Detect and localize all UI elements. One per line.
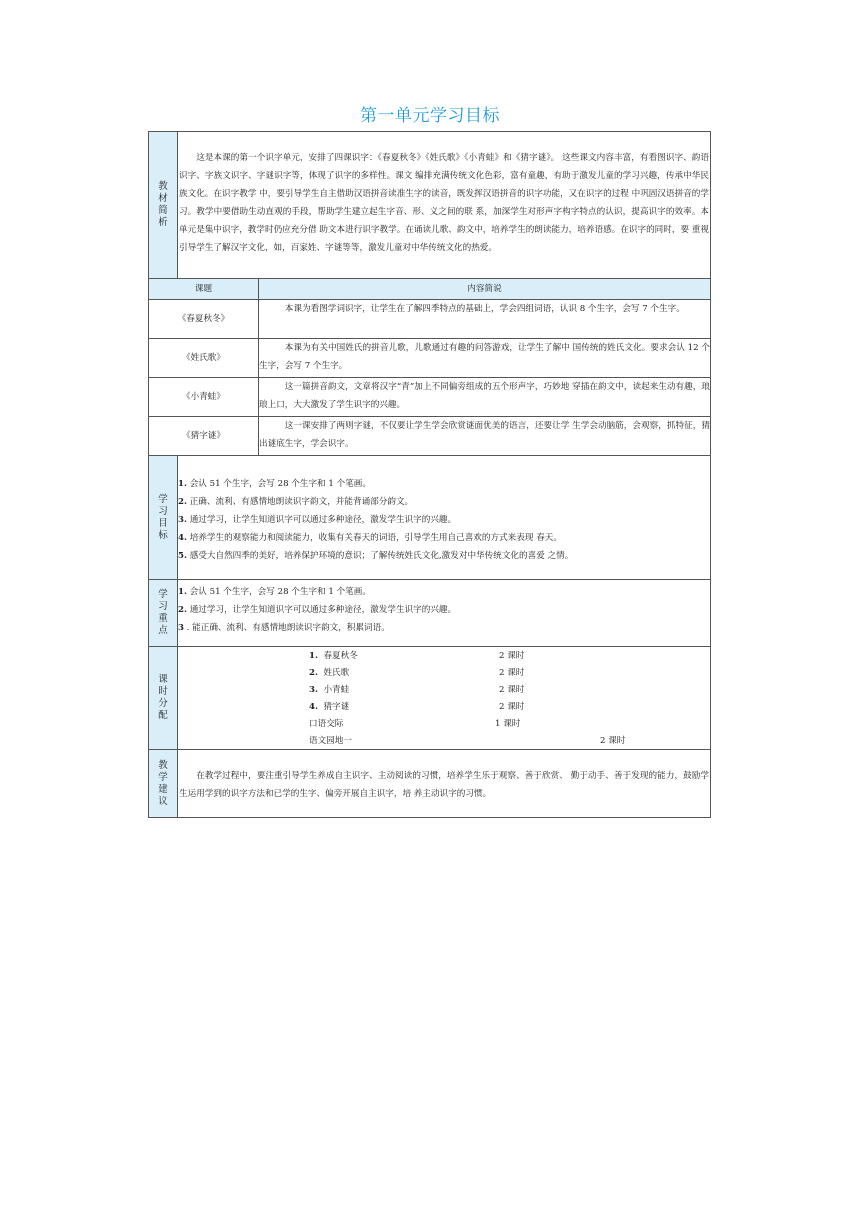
schedule-item bbox=[309, 681, 349, 699]
lesson-row bbox=[149, 339, 711, 378]
advice-label: 教学建议 bbox=[158, 759, 168, 807]
schedule-number: 3. bbox=[309, 685, 318, 695]
goal-text: 通过学习，让学生知道识字可以通过多种途径，激发学生识字的兴趣。 bbox=[186, 515, 457, 525]
goal-number: 5. bbox=[178, 551, 187, 561]
goal-number: 1. bbox=[178, 479, 187, 489]
focus-cell bbox=[178, 580, 711, 647]
unit-plan-table bbox=[148, 131, 711, 818]
focus-number: 2. bbox=[178, 605, 187, 615]
schedule-label-cell bbox=[149, 647, 178, 750]
goal-text: 会认 51 个生字，会写 28 个生字和 1 个笔画。 bbox=[186, 479, 371, 489]
focus-label: 学习重点 bbox=[158, 589, 168, 636]
schedule-lesson: 姓氏歌 bbox=[323, 668, 350, 678]
goal-text: 感受大自然四季的美好，培养保护环境的意识；了解传统姓氏文化,激发对中华传统文化的喜爱 之情。 bbox=[186, 551, 574, 561]
schedule-lesson: 语文园地一 bbox=[309, 736, 352, 746]
focus-number: 3 bbox=[178, 623, 184, 633]
advice-label-cell bbox=[149, 750, 178, 818]
goal-item bbox=[178, 511, 710, 529]
intro-row bbox=[149, 132, 711, 279]
focus-item bbox=[178, 619, 710, 637]
schedule-lesson: 猜字谜 bbox=[323, 702, 350, 712]
focus-item bbox=[178, 601, 710, 619]
goals-label-cell bbox=[149, 456, 178, 580]
schedule-row bbox=[149, 647, 711, 750]
summary-column-header: 内容简说 bbox=[259, 279, 711, 300]
schedule-hours: 2 课时 bbox=[600, 736, 626, 746]
schedule-number: 2. bbox=[309, 668, 318, 678]
intro-label: 教材简析 bbox=[158, 181, 168, 228]
focus-text: 会认 51 个生字，会写 28 个生字和 1 个笔画。 bbox=[186, 587, 371, 597]
intro-text: 这是本课的第一个识字单元，安排了四课识字：《春夏秋冬》《姓氏歌》《小青蛙》和《猜字谜》。 这些课文内容丰富，有看图识字、韵语识字、字族文识字、字谜识字等，体现了识字的多样性。课文 编排充满传统文化色彩，富有童趣，有助于激发儿童的学习兴趣，传承中华民族文化。在识字教学 中，要引导学生自主借助汉语拼音读准生字的读音，既发挥汉语拼音的识字功能，又在识字的过程 中巩固汉语拼音的学习。教学中要借助生动直观的手段，帮助学生建立起生字音、形、义之间的联 系，加深学生对形声字构字特点的认识，提高识字的效率。本单元是集中识字，教学时仍应充分借 助文本进行识字教学。在诵读儿歌、韵文中，培养学生的朗读能力，培养语感。在识字的同时，要 重视引导学生了解汉字文化，如，百家姓、字谜等等，激发儿童对中华传统文化的热爱。 bbox=[179, 153, 709, 253]
focus-label-cell bbox=[149, 580, 178, 647]
schedule-item bbox=[309, 715, 343, 733]
schedule-cell bbox=[178, 647, 711, 750]
lesson-row bbox=[149, 300, 711, 339]
goals-row bbox=[149, 456, 711, 580]
schedule-lesson: 小青蛙 bbox=[323, 685, 350, 695]
lesson-row bbox=[149, 378, 711, 417]
lesson-desc: 这一课安排了两则字谜，不仅要让学生学会欣赏谜面优美的语言，还要让学 生学会动脑筋，会观察，抓特征，猜出谜底生字，学会识字。 bbox=[259, 417, 711, 456]
schedule-hours: 2 课时 bbox=[499, 651, 525, 661]
focus-number: 1. bbox=[178, 587, 187, 597]
goal-text: 培养学生的观察能力和阅读能力，收集有关春天的词语，引导学生用自己喜欢的方式来表现 春天。 bbox=[186, 533, 562, 543]
schedule-item bbox=[309, 732, 352, 750]
schedule-hours: 1 课时 bbox=[495, 719, 521, 729]
schedule-item bbox=[309, 647, 358, 665]
lesson-name: 《春夏秋冬》 bbox=[149, 300, 259, 339]
advice-row bbox=[149, 750, 711, 818]
goal-text: 正确、流利、有感情地朗读识字韵文，并能背诵部分韵文。 bbox=[186, 497, 414, 507]
goal-item bbox=[178, 493, 710, 511]
schedule-lesson: 口语交际 bbox=[309, 719, 344, 729]
schedule-number: 4. bbox=[309, 702, 318, 712]
advice-text: 在教学过程中，要注重引导学生养成自主识字、主动阅读的习惯，培养学生乐于观察、善于欣赏、 勤于动手、善于发现的能力，鼓励学生运用学到的识字方法和已学的生字、偏旁开展自主识字，培 养主动识字的习惯。 bbox=[179, 771, 709, 799]
goals-cell bbox=[178, 456, 711, 580]
advice-cell bbox=[178, 750, 711, 818]
schedule-item bbox=[309, 698, 349, 716]
lesson-desc: 本课为看图学词识字，让学生在了解四季特点的基础上，学会四组词语，认识 8 个生字，会写 7 个生字。 bbox=[259, 300, 711, 339]
lesson-column-header: 课题 bbox=[149, 279, 259, 300]
goal-item bbox=[178, 529, 710, 547]
focus-text: . 能正确、流利、有感情地朗读识字韵文，积累词语。 bbox=[183, 623, 390, 633]
goal-number: 3. bbox=[178, 515, 187, 525]
goal-item bbox=[178, 475, 710, 493]
schedule-lesson: 春夏秋冬 bbox=[323, 651, 358, 661]
focus-item bbox=[178, 583, 710, 601]
intro-label-cell bbox=[149, 132, 178, 279]
schedule-item bbox=[309, 664, 349, 682]
goals-label: 学习目标 bbox=[158, 493, 168, 541]
goal-number: 2. bbox=[178, 497, 187, 507]
focus-row bbox=[149, 580, 711, 647]
lesson-desc: 本课为有关中国姓氏的拼音儿歌，儿歌通过有趣的问答游戏，让学生了解中 国传统的姓氏文化。要求会认 12 个生字，会写 7 个生字。 bbox=[259, 339, 711, 378]
page-title: 第一单元学习目标 bbox=[360, 106, 500, 126]
intro-cell bbox=[178, 132, 711, 279]
lesson-desc: 这一篇拼音韵文，文章将汉字“青”加上不同偏旁组成的五个形声字，巧妙地 穿插在韵文中，读起来生动有趣，琅琅上口，大大激发了学生识字的兴趣。 bbox=[259, 378, 711, 417]
schedule-label: 课时分配 bbox=[158, 674, 168, 721]
lesson-header-row bbox=[149, 279, 711, 300]
lesson-name: 《猜字谜》 bbox=[149, 417, 259, 456]
schedule-number: 1. bbox=[309, 651, 318, 661]
schedule-hours: 2 课时 bbox=[499, 685, 525, 695]
lesson-name: 《姓氏歌》 bbox=[149, 339, 259, 378]
focus-text: 通过学习，让学生知道识字可以通过多种途径，激发学生识字的兴趣。 bbox=[186, 605, 457, 615]
goal-number: 4. bbox=[178, 533, 187, 543]
lesson-name: 《小青蛙》 bbox=[149, 378, 259, 417]
schedule-hours: 2 课时 bbox=[499, 702, 525, 712]
schedule-hours: 2 课时 bbox=[499, 668, 525, 678]
lesson-row bbox=[149, 417, 711, 456]
goal-item bbox=[178, 547, 710, 565]
